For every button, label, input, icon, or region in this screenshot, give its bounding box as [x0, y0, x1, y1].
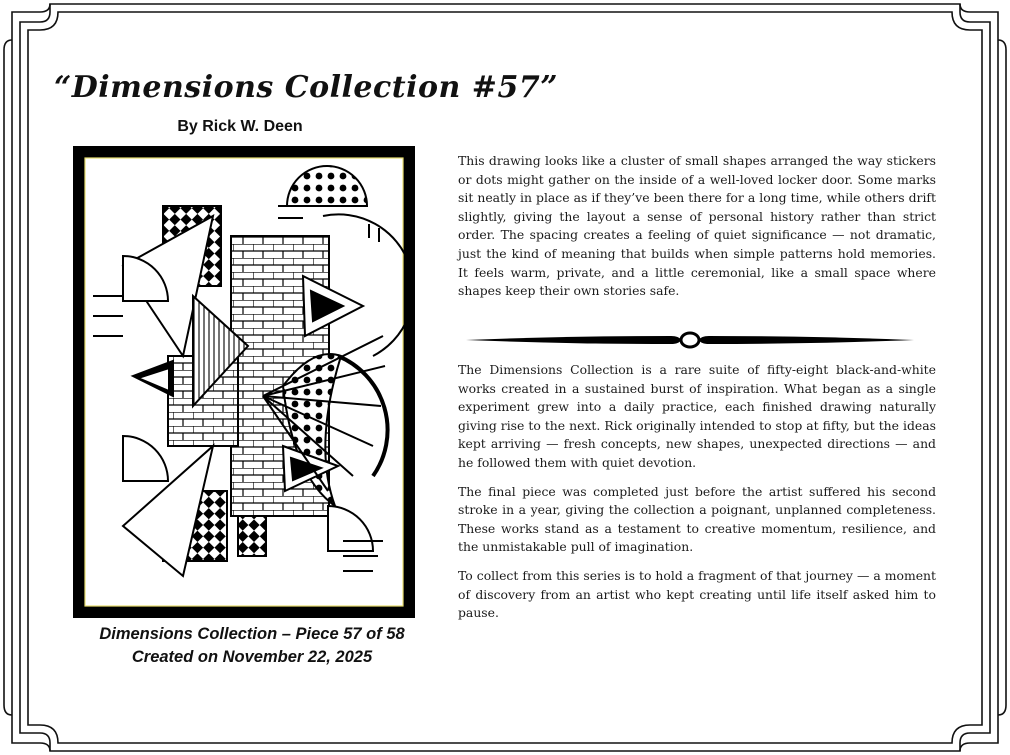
- ornamental-divider: [466, 330, 914, 350]
- caption-date-line: Created on November 22, 2025: [131, 648, 373, 666]
- caption-piece-line: Dimensions Collection – Piece 57 of 58: [99, 625, 405, 643]
- artist-byline: By Rick W. Deen: [177, 118, 303, 135]
- description-block: [458, 152, 936, 311]
- collection-text-block: [458, 361, 936, 633]
- collecting-paragraph: To collect from this series is to hold a fragment of that journey — a moment of discovery from an artist who kept creating until life itself asked him to pause.: [458, 567, 936, 621]
- final-piece-paragraph: The final piece was completed just before the artist suffered his second stroke in a year, giving the collection a poignant, unplanned completeness. These works stand as a testament to creative momentum, resilience, and the unmistakable pull of imagination.: [458, 483, 936, 555]
- collection-paragraph: The Dimensions Collection is a rare suite of fifty-eight black-and-white works created in a sustained burst of inspiration. What began as a single experiment grew into a daily practice, each finished drawing naturally giving rise to the next. Rick originally intended to stop at fifty, but the ideas kept arriving — fresh concepts, new shapes, unexpected directions — and he followed them with quiet devotion.: [458, 362, 936, 470]
- page-title: “Dimensions Collection #57”: [54, 70, 558, 105]
- artwork-caption: [73, 623, 431, 669]
- intro-paragraph: This drawing looks like a cluster of small shapes arranged the way stickers or dots might gather on the inside of a well-loved locker door. Some marks sit neatly in place as if they’ve been there for a long time, while others drift slightly, giving the layout a sense of personal history rather than strict order. The spacing creates a feeling of quiet significance — not dramatic, just the kind of meaning that builds when simple patterns hold memories. It feels warm, private, and a little ceremonial, like a small space where shapes keep their own stories safe.: [458, 153, 936, 299]
- artwork-image: [73, 146, 415, 618]
